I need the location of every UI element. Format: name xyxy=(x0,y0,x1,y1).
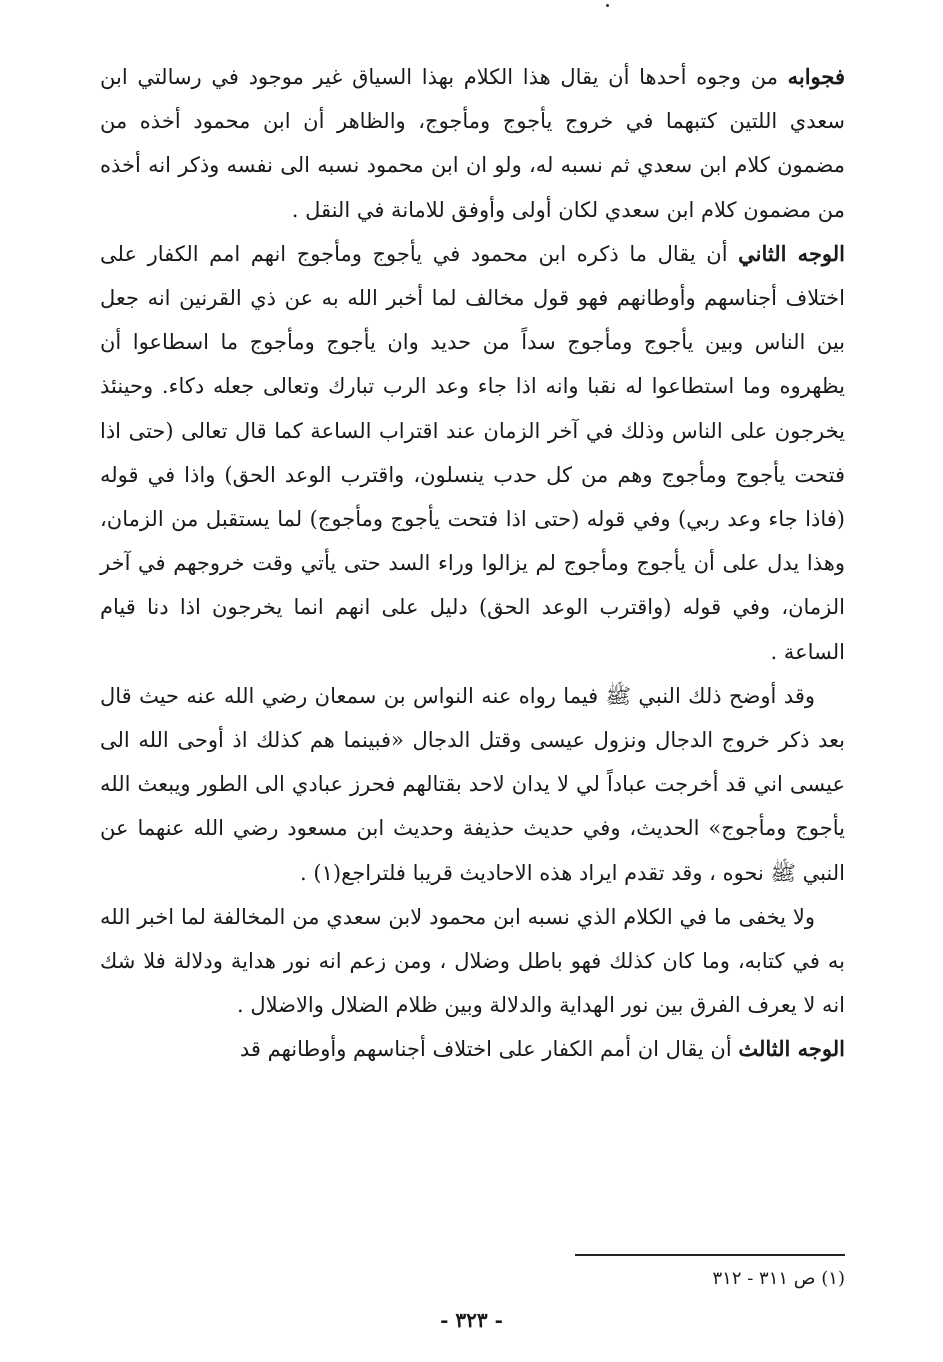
paragraph-2-lead: الوجه الثاني xyxy=(738,240,846,266)
paragraph-1-lead: فجوابه xyxy=(787,64,845,89)
paragraph-3 xyxy=(100,674,845,895)
paragraph-3-text: وقد أوضح ذلك النبي ﷺ فيما رواه عنه النواس بن سمعان رضي الله عنه حيث قال بعد ذكر خروج الدجال ونزول عيسى وقتل الدجال «فبينما هم كذلك اذ أوحى الله الى عيسى اني قد أخرجت عباداً لي لا يدان لاحد بقتالهم فحرز عبادي الى الطور ويبعث الله يأجوج ومأجوج» الحديث، وفي حديث حذيفة وحديث ابن مسعود رضي الله عنهما عن النبي ﷺ نحوه ، وقد تقدم ايراد هذه الاحاديث قريبا فلتراجع(١) . xyxy=(100,683,845,885)
paragraph-5-text: أن يقال ان أمم الكفار على اختلاف أجناسهم وأوطانهم قد xyxy=(239,1037,739,1062)
paragraph-2-text: أن يقال ما ذكره ابن محمود في يأجوج ومأجوج انهم امم الكفار على اختلاف أجناسهم وأوطانهم فهو قول مخالف لما أخبر الله به عن ذي القرنين انه جعل بين الناس وبين يأجوج ومأجوج سداً من حديد وان يأجوج ومأجوج ما اسطاعوا أن يظهروه وما استطاعوا له نقبا وانه اذا جاء وعد الرب تبارك وتعالى جعله دكاء. وحينئذ يخرجون على الناس وذلك في آخر الزمان عند اقتراب الساعة كما قال تعالى (حتى اذا فتحت يأجوج ومأجوج وهم من كل حدب ينسلون، واقترب الوعد الحق) واذا في قوله (فاذا جاء وعد ربي) وفي قوله (حتى اذا فتحت يأجوج ومأجوج) لما يستقبل من الزمان، وهذا يدل على أن يأجوج ومأجوج لم يزالوا وراء السد حتى يأتي وقت خروجهم في آخر الزمان، وفي قوله (واقترب الوعد الحق) دليل على انهم انما يخرجون اذا دنا قيام الساعة . xyxy=(100,241,845,664)
paragraph-5 xyxy=(100,1027,845,1071)
page-top-mark xyxy=(606,4,609,7)
paragraph-4-text: ولا يخفى ما في الكلام الذي نسبه ابن محمود لابن سعدي من المخالفة لما اخبر الله به في كتابه، وما كان كذلك فهو باطل وضلال ، ومن زعم انه نور هداية ودلالة فلا شك انه لا يعرف الفرق بين نور الهداية والدلالة وبين ظلام الضلال والاضلال . xyxy=(100,904,845,1018)
page-number: - ٣٢٣ - xyxy=(440,1308,503,1332)
paragraph-1-text: من وجوه أحدها أن يقال هذا الكلام بهذا السياق غير موجود في رسالتي ابن سعدي اللتين كتبهما في خروج يأجوج ومأجوج، والظاهر أن ابن محمود أخذه من مضمون كلام ابن سعدي ثم نسبه له، ولو ان ابن محمود نسبه الى نفسه وذكر انه أخذه من مضمون كلام ابن سعدي لكان أولى وأوفق للامانة في النقل . xyxy=(100,65,845,222)
paragraph-4 xyxy=(100,895,845,1028)
paragraph-2 xyxy=(100,232,845,674)
page-body xyxy=(100,55,845,1072)
footnote: (١) ص ٣١١ - ٣١٢ xyxy=(712,1268,845,1289)
paragraph-5-lead: الوجه الثالث xyxy=(738,1036,845,1062)
footnote-divider xyxy=(575,1254,845,1256)
paragraph-1 xyxy=(100,55,845,232)
